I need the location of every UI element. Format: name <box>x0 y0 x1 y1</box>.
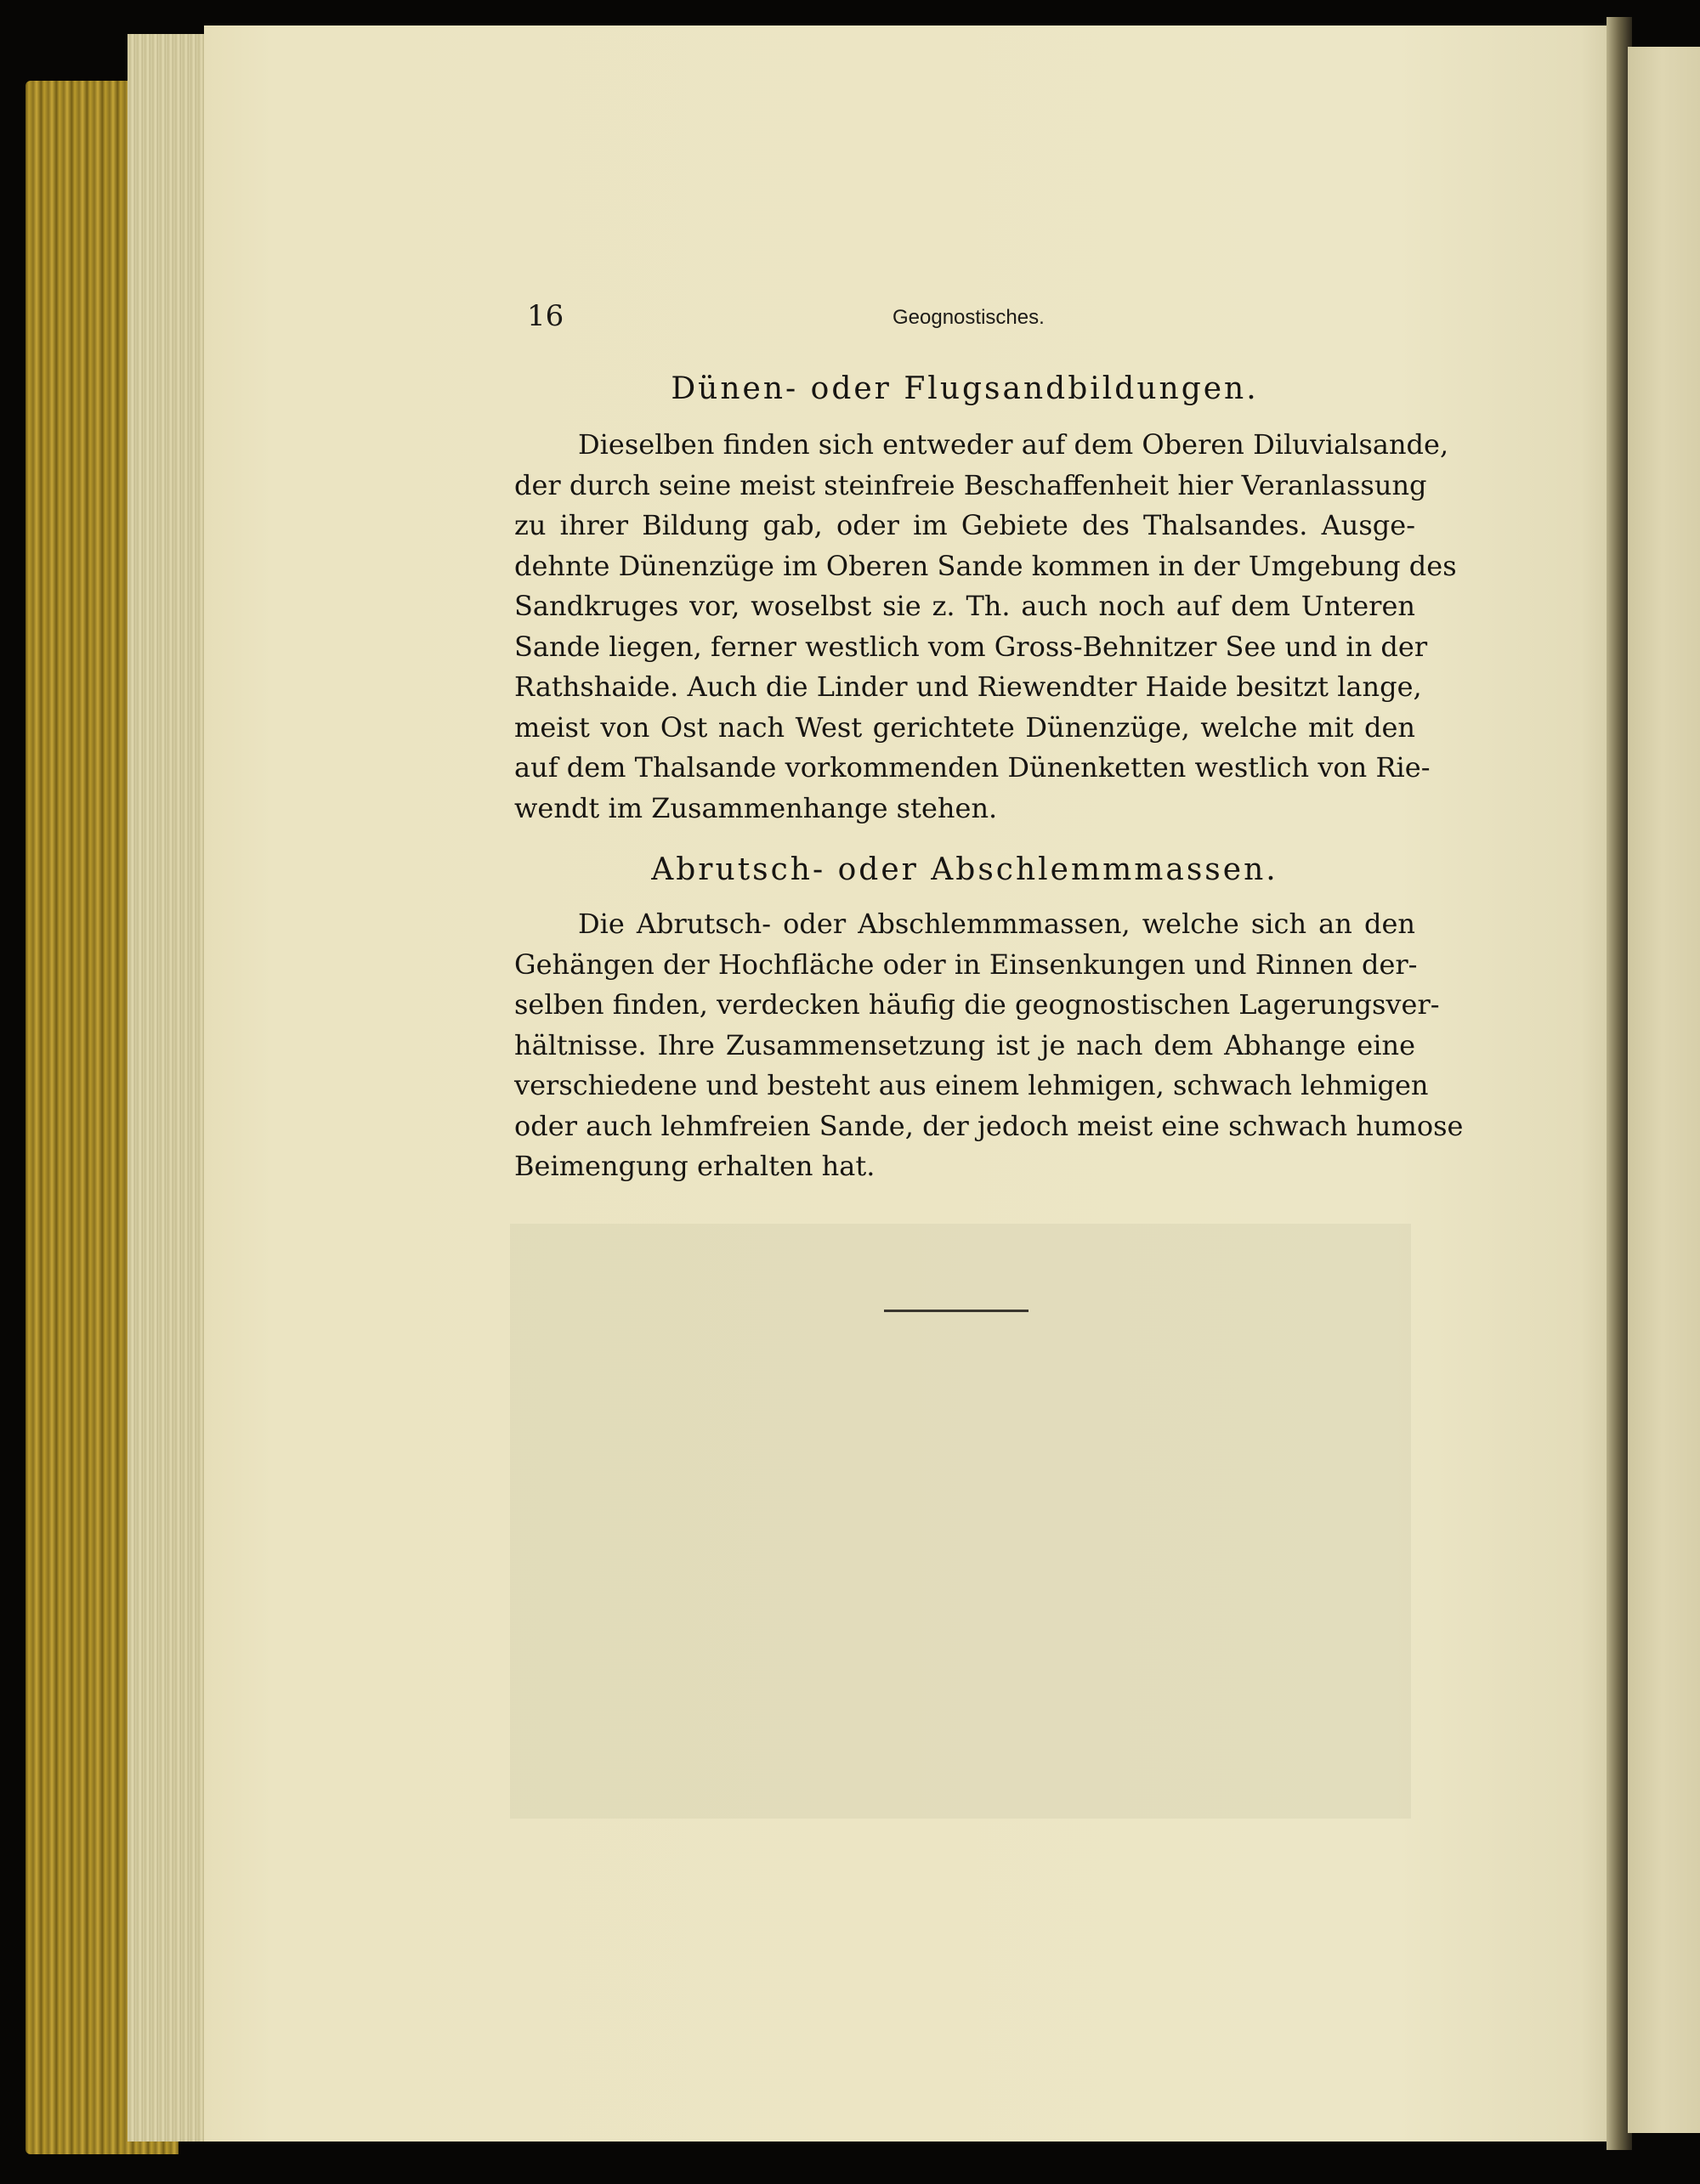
page-number: 16 <box>527 299 564 333</box>
text-line: hältnisse. Ihre Zusammensetzung ist je nach dem Abhange eine <box>514 1028 1415 1061</box>
running-head <box>527 299 1420 342</box>
show-through-area <box>510 1224 1411 1819</box>
section-heading: Abrutsch- oder Abschlemmmassen. <box>651 852 1278 887</box>
facing-page-edge <box>1628 47 1700 2133</box>
text-line: Sande liegen, ferner westlich vom Gross-Behnitzer See und in der <box>514 630 1428 663</box>
section-body <box>514 425 1457 829</box>
text-line: oder auch lehmfreien Sande, der jedoch meist eine schwach humose <box>514 1109 1464 1142</box>
section-heading: Dünen- oder Flugsandbildungen. <box>671 371 1259 406</box>
text-line: Rathshaide. Auch die Linder und Riewendter Haide besitzt lange, <box>514 670 1422 703</box>
text-line: selben finden, verdecken häufig die geognostischen Lagerungsver- <box>514 988 1440 1021</box>
text-line: Gehängen der Hochfläche oder in Einsenkungen und Rinnen der- <box>514 948 1418 981</box>
text-line: verschiedene und besteht aus einem lehmigen, schwach lehmigen <box>514 1069 1429 1101</box>
section-duenen <box>514 371 1457 829</box>
text-line: auf dem Thalsande vorkommenden Dünenketten westlich von Rie- <box>514 751 1431 784</box>
running-title: Geognostisches. <box>892 306 1045 329</box>
section-abrutsch <box>514 852 1464 1187</box>
text-line: Sandkruges vor, woselbst sie z. Th. auch noch auf dem Unteren <box>514 590 1415 622</box>
text-line: dehnte Dünenzüge im Oberen Sande kommen in der Umgebung des <box>514 549 1457 582</box>
text-line: Die Abrutsch- oder Abschlemmmassen, welche sich an den <box>578 908 1415 940</box>
section-body <box>514 904 1464 1187</box>
text-line: der durch seine meist steinfreie Beschaffenheit hier Veranlassung <box>514 468 1427 501</box>
closing-rule <box>884 1310 1028 1312</box>
text-line: Beimengung erhalten hat. <box>514 1150 876 1182</box>
text-line: zu ihrer Bildung gab, oder im Gebiete des Thalsandes. Ausge- <box>514 509 1415 541</box>
text-line: Dieselben finden sich entweder auf dem Oberen Diluvialsande, <box>578 428 1449 461</box>
text-line: meist von Ost nach West gerichtete Dünenzüge, welche mit den <box>514 710 1415 744</box>
text-line: wendt im Zusammenhange stehen. <box>514 791 998 824</box>
